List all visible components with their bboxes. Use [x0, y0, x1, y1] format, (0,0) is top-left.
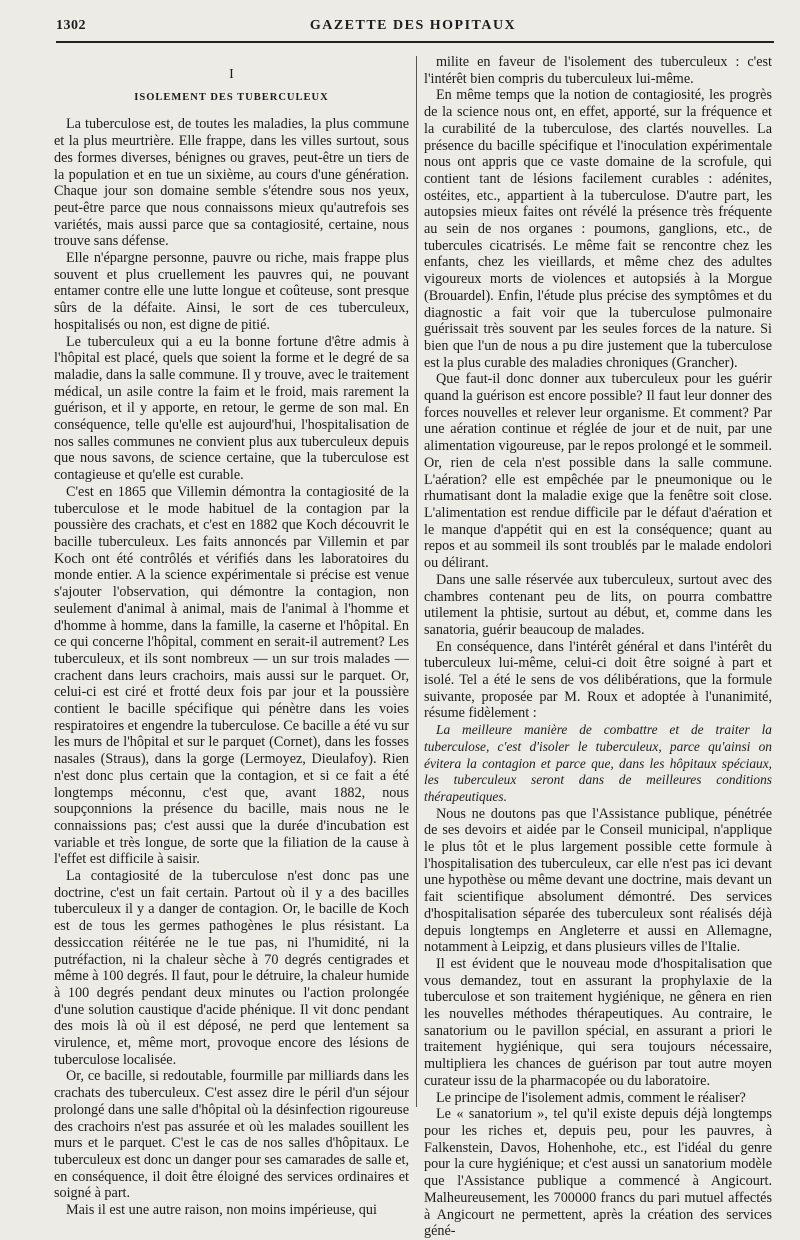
running-title: GAZETTE DES HOPITAUX — [309, 18, 517, 33]
paragraph: Or, ce bacille, si redoutable, fourmille par milliards dans les crachats des tuberculeux. C'est assez dire le péril d'un séjour prolongé dans une salle d'hôpital où la désinfection rigoureuse des crachoirs n'est pas assurée et où les malades souillent les murs et le parquet. C'est le cas de nos salles d'hôpitaux. Le tuberculeux est donc un danger pour ses camarades de salle et, en conséquence, il doit être éloigné des services ordinaires et soigné à part. — [54, 1068, 409, 1202]
page-number: 1302 — [56, 18, 86, 33]
paragraph: C'est en 1865 que Villemin démontra la contagiosité de la tuberculose et le mode habituel de la contagion par la poussière des crachats, et c'est en 1882 que Koch découvrit le bacille tuberculeux. Les faits annoncés par Villemin et par Koch ont été contrôlés et vérifiés dans les laboratoires du monde entier. A la science expérimentale si précise est venue s'ajouter l'observation, qui démontre la contagion, non seulement d'animal à animal, mais de l'animal à l'homme et d'homme à homme, dans la famille, la caserne et l'hôpital. En ce qui concerne l'hôpital, comment en serait-il autrement? Les tuberculeux, et ils sont nombreux — un sur trois malades — crachent dans leurs crachoirs, mais aussi sur le parquet. Or, celui-ci est ciré et frotté deux fois par jour et la poussière contient le bacille spécifique qui pénètre dans les voies respiratoires et engendre la tuberculose. Ce bacille a été vu sur les murs de l'hôpital et sur le parquet (Cornet), dans les fosses nasales (Straus), dans la gorge (Lermoyez, Dieulafoy). Rien n'est donc plus certain que la contagion, et si ce fait a été longtemps méconnu, c'est que, avant 1882, nous soupçonnions la présence du bacille, mais nous ne le connaissions pas; c'est aussi que la durée d'incubation est variable et très longue, de sorte que la filiation de la cause à l'effet est difficile à saisir. — [54, 483, 409, 868]
page-header — [56, 18, 770, 40]
resolution-quote — [424, 722, 772, 806]
paragraph: Que faut-il donc donner aux tuberculeux pour les guérir quand la guérison est encore possible? Il faut leur donner des forces nouvelles et relever leur organisme. Et comment? Par une aération continue et réglée de jour et de nuit, par une alimentation vigoureuse, par le repos prolongé et le sommeil. Or, rien de cela n'est possible dans la salle commune. L'aération? elle est empêchée par le pneumonique ou le rhumatisant dont la maladie exige que la fenêtre soit close. L'alimentation est rendue difficile par le défaut d'aération et le manque d'appétit qui en est la conséquence; quant au repos et au sommeil ils sont troublés par le malade endolori ou délirant. — [424, 371, 772, 572]
paragraph: Le « sanatorium », tel qu'il existe depuis déjà longtemps pour les riches et, depuis peu, pour les pauvres, à Falkenstein, Davos, Hohenhohe, etc., est l'idéal du genre pour la cure hygiénique; et c'est aussi un sanatorium modèle que l'Assistance publique a commencé à Angicourt. Malheureusement, les 700000 francs du pari mutuel affectés à Angicourt ne permettent, après la création des services géné- — [424, 1106, 772, 1240]
paragraph: Mais il est une autre raison, non moins impérieuse, qui — [66, 1202, 377, 1219]
paragraph: Nous ne doutons pas que l'Assistance publique, pénétrée de ses devoirs et aidée par le Conseil municipal, n'applique le plus tôt et le plus largement possible cette formule à l'hospitalisation des tuberculeux, car elle n'est pas ici devant une hypothèse ou même devant une doctrine, mais devant un fait scientifique absolument démontré. Des services d'hospitalisation séparée des tuberculeux sont réalisés déjà depuis longtemps en Angleterre et aussi en Allemagne, notamment à Leipzig, et dans plusieurs villes de l'Italie. — [424, 805, 772, 956]
section-title: ISOLEMENT DES TUBERCULEUX — [134, 91, 329, 103]
quote-text: La meilleure manière de combattre et de traiter la tuberculose, c'est d'isoler le tuberculeux, parce qu'ainsi on évitera la contagion et parce que, dans les hôpitaux spéciaux, les tuberculeux seront dans de meilleures conditions thérapeutiques. — [424, 722, 772, 804]
header-rule — [56, 41, 774, 43]
paragraph: milite en faveur de l'isolement des tuberculeux : c'est l'intérêt bien compris du tuberculeux lui-même. — [424, 54, 772, 87]
paragraph: La contagiosité de la tuberculose n'est donc pas une doctrine, c'est un fait certain. Partout où il y a des bacilles tuberculeux il y a danger de contagion. Or, le bacille de Koch est de tous les germes pathogènes le plus résistant. La dessiccation réitérée ne le tue pas, ni l'humidité, ni la putréfaction, ni la chaleur sèche à 70 degrés centigrades et même à 100 degrés. Il faut, pour le détruire, la chaleur humide à 100 degrés pendant deux minutes ou l'action prolongée d'une solution caustique d'acide phénique. Il vit donc pendant des mois là où il est déposé, ne perd que lentement sa virulence, et, même mort, provoque encore des lésions de tuberculose localisée. — [54, 868, 409, 1068]
paragraph: Il est évident que le nouveau mode d'hospitalisation que vous demandez, tout en assurant la prophylaxie de la tuberculose et son traitement hygiénique, ne gênera en rien les nouvelles méthodes thérapeutiques. Au contraire, le sanatorium ou le pavillon spécial, en assurant a priori le traitement hygiénique, qui sera toujours nécessaire, multipliera les chances de guérison par tout autre moyen curateur issu de la pharmacopée ou du laboratoire. — [424, 955, 772, 1089]
paragraph: La tuberculose est, de toutes les maladies, la plus commune et la plus meurtrière. Elle frappe, dans les villes surtout, sous des formes diverses, bénignes ou graves, peut-être un tiers de la population et en tue un sixième, au cours d'une génération. Chaque jour son domaine semble s'étendre sous nos yeux, peut-être parce que nous connaissons mieux qu'autrefois ses variétés, mais aussi parce que sa contagiosité, certaine, nous trouve sans défense. — [54, 116, 409, 250]
paragraph: En même temps que la notion de contagiosité, les progrès de la science nous ont, en effet, apporté, sur la fréquence et la curabilité de la tuberculose, des clartés nouvelles. La présence du bacille spécifique et l'inoculation expérimentale nous ont appris que ce vaste domaine de la scrofule, qui contient tant de lésions facilement curables : adénites, ostéites, etc., appartient à la tuberculose. D'autre part, les autopsies mieux faites ont révélé la présence très fréquente au sein de nos organes : poumons, ganglions, etc., de tubercules cicatrisés. Le même fait se rencontre chez les enfants, chez les vieillards, et même chez des adultes vigoureux morts de violences et autopsiés à la Morgue (Brouardel). Enfin, l'étude plus précise des symptômes et du diagnostic a fait voir que la tuberculose pulmonaire guérissait très souvent par les seules forces de la nature. Si bien que l'un de nous a pu dire justement que la tuberculose est la plus curable des maladies chroniques (Grancher). — [424, 87, 772, 371]
section-number: I — [229, 67, 234, 82]
paragraph: Dans une salle réservée aux tuberculeux, surtout avec des chambres contenant peu de lits, on pourra combattre utilement la phtisie, surtout au début, et, comme dans les sanatoria, guérir beaucoup de malades. — [424, 571, 772, 638]
paragraph: Le tuberculeux qui a eu la bonne fortune d'être admis à l'hôpital est placé, quels que soient la forme et le degré de sa maladie, dans la salle commune. Il y trouve, avec le traitement médical, un asile contre la faim et le froid, mais rarement la guérison, et il y apporte, en retour, le germe de son mal. En conséquence, telle qu'elle est aujourd'hui, l'hospitalisation de nos salles communes ne convient plus aux tuberculeux depuis que nous savons, de science certaine, que la tuberculose est contagieuse et qu'elle est curable. — [54, 333, 409, 484]
paragraph: Elle n'épargne personne, pauvre ou riche, mais frappe plus souvent et plus cruellement les pauvres qui, ne pouvant entamer contre elle une lutte longue et coûteuse, sont presque sûrs de la défaite. Ainsi, le sort de ces tuberculeux, hospitalisés ou non, est digne de pitié. — [54, 250, 409, 333]
paragraph: Le principe de l'isolement admis, comment le réaliser? — [436, 1089, 746, 1106]
right-column — [424, 54, 772, 1240]
left-column — [54, 54, 409, 1219]
paragraph: En conséquence, dans l'intérêt général et dans l'intérêt du tuberculeux lui-même, celui-ci doit être soigné à part et isolé. Tel a été le sens de vos délibérations, que la formule suivante, proposée par M. Roux et adoptée à l'unanimité, résume fidèlement : — [424, 638, 772, 722]
column-divider — [416, 56, 417, 1107]
